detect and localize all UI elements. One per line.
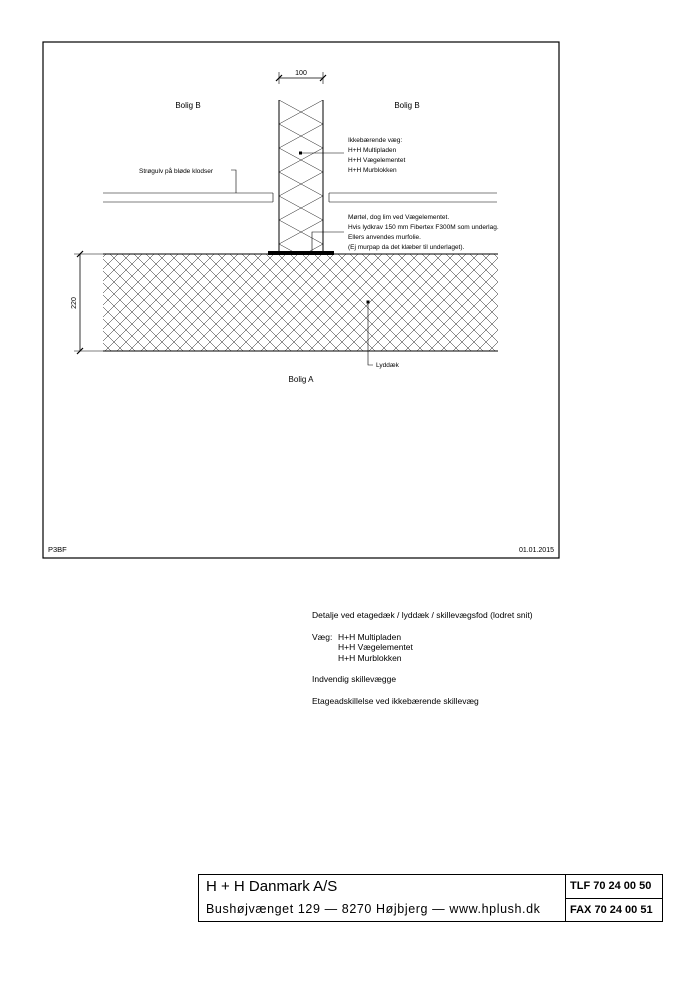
slab-label: Lyddæk	[376, 362, 399, 369]
company-address: Bushøjvænget 129 — 8270 Højbjerg — www.hplush.dk	[206, 902, 541, 916]
dimension-top-label: 100	[295, 70, 307, 77]
wall-label: Væg:	[312, 631, 333, 642]
dimension-top	[276, 70, 326, 84]
description-subtitle: Etageadskillelse ved ikkebærende skillevæg	[312, 695, 479, 706]
drawing-date: 01.01.2015	[518, 547, 554, 554]
wall-note-text: Ikkebærende væg: H+H Multipladen H+H Vægelementet H+H Murblokken	[348, 137, 406, 174]
concrete-slab	[103, 254, 498, 351]
foot-note-text: Mørtel, dog lim ved Vægelementet. Hvis lydkrav 150 mm Fibertex F300M som underlag. Ellers anvendes murfolie. (Ej murpap da det klæber til underlaget).	[348, 214, 499, 251]
room-label-bottom: Bolig A	[288, 375, 314, 384]
wall-note	[299, 137, 407, 174]
wall-product: H+H Multipladen	[338, 631, 402, 642]
detail-description	[312, 610, 533, 706]
floating-floor	[103, 193, 497, 202]
wall-product: H+H Vægelementet	[338, 642, 413, 652]
foot-note	[312, 214, 500, 251]
room-label-left: Bolig B	[175, 101, 201, 110]
phone-number: TLF 70 24 00 50	[566, 875, 662, 899]
floor-leader	[139, 167, 236, 193]
dimension-side	[71, 251, 103, 354]
company-name: H + H Danmark A/S	[206, 878, 338, 895]
fax-number: FAX 70 24 00 51	[570, 903, 653, 916]
floor-label: Strøgulv på bløde klodser	[139, 168, 214, 175]
wall-products	[312, 632, 533, 664]
description-title: Detalje ved etagedæk / lyddæk / skillevægsfod (lodret snit)	[312, 610, 533, 620]
wall-product: H+H Murblokken	[338, 652, 402, 663]
dimension-side-label: 220	[71, 297, 78, 309]
drawing-code: P3BF	[48, 545, 67, 554]
partition-wall	[279, 100, 323, 268]
title-block	[198, 874, 663, 922]
description-category: Indvendig skillevægge	[312, 674, 397, 684]
room-label-right: Bolig B	[394, 101, 420, 110]
